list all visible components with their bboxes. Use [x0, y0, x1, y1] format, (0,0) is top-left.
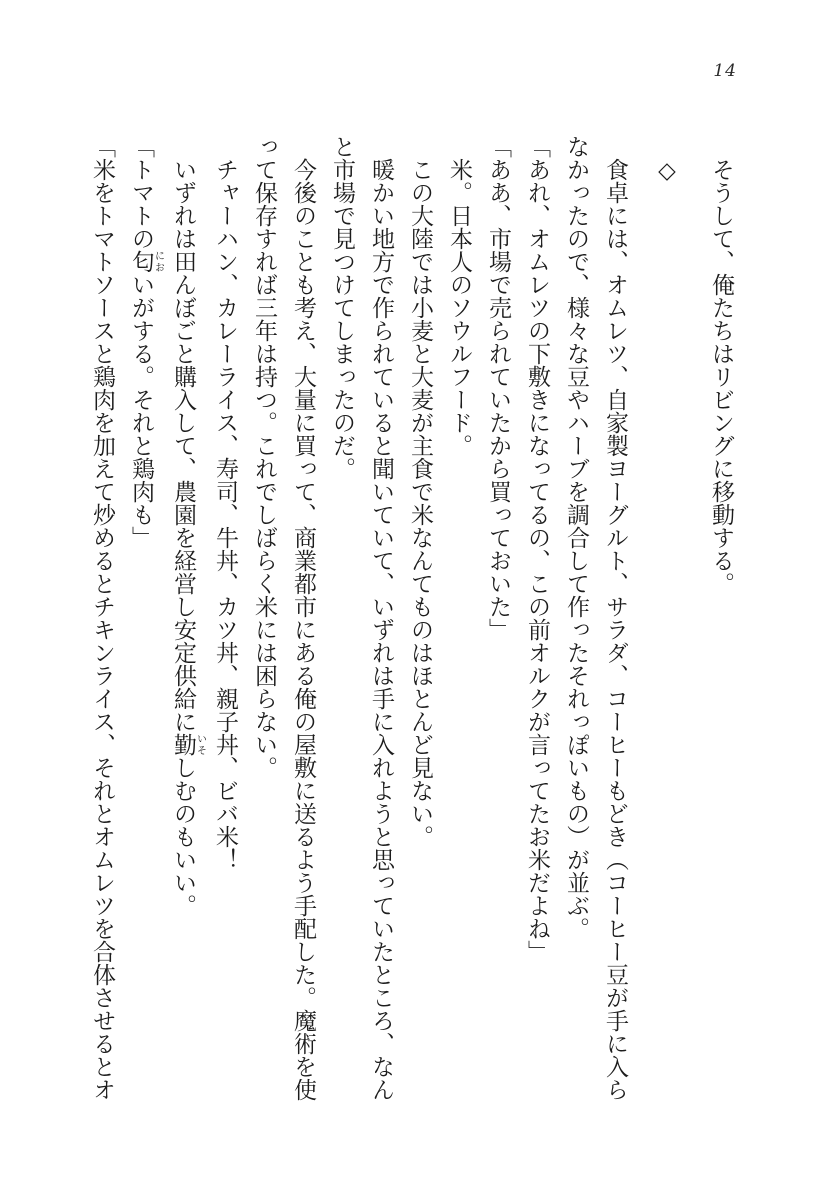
text-line: この大陸では小麦と大麦が主食で米なんてものはほとんど見ない。 — [407, 158, 433, 848]
text-line: 今後のことも考え、大量に買って、商業都市にある俺の屋敷に送るよう手配した。魔術を使 — [290, 158, 316, 1101]
page-number: 14 — [713, 61, 737, 81]
text-line: 米。日本人のソウルフード。 — [446, 158, 472, 457]
text-line: そうして、俺たちはリビングに移動する。 — [708, 158, 734, 595]
text-line: 「あれ、オムレツの下敷きになってるの、この前オルクが言ってたお米だよね」 — [524, 135, 550, 963]
text-line: 暖かい地方で作られていると聞いていて、いずれは手に入れようと思っていたところ、なん — [368, 158, 394, 1101]
text-area — [82, 135, 740, 1125]
text-line: 「ああ、市場で売られていたから買っておいた」 — [485, 135, 511, 641]
ruby-annotation: 勤いそ — [170, 733, 206, 756]
text-line: って保存すれば三年は持つ。これでしばらく米には困らない。 — [251, 135, 277, 779]
text-line: 「米をトマトソースと鶏肉を加えて炒めるとチキンライス、それとオムレツを合体させるとオ — [89, 135, 115, 1101]
ruby-annotation: 匂にお — [128, 250, 164, 273]
text-line: 食卓には、オムレツ、自家製ヨーグルト、サラダ、コーヒーもどき（コーヒー豆が手に入ら — [602, 158, 628, 1101]
text-line: チャーハン、カレーライス、寿司、牛丼、カツ丼、親子丼、ビバ米！ — [212, 158, 238, 871]
text-line: いずれは田んぼごと購入して、農園を経営し安定供給に勤いそしむのもいい。 — [170, 158, 206, 917]
text-line: 「トマトの匂においがする。それと鶏肉も」 — [128, 135, 164, 549]
scene-break-line: ◇ — [654, 158, 680, 184]
text-line: なかったので、様々な豆やハーブを調合して作ったそれっぽいもの）が並ぶ。 — [563, 135, 589, 940]
text-line: と市場で見つけてしまったのだ。 — [329, 135, 355, 480]
